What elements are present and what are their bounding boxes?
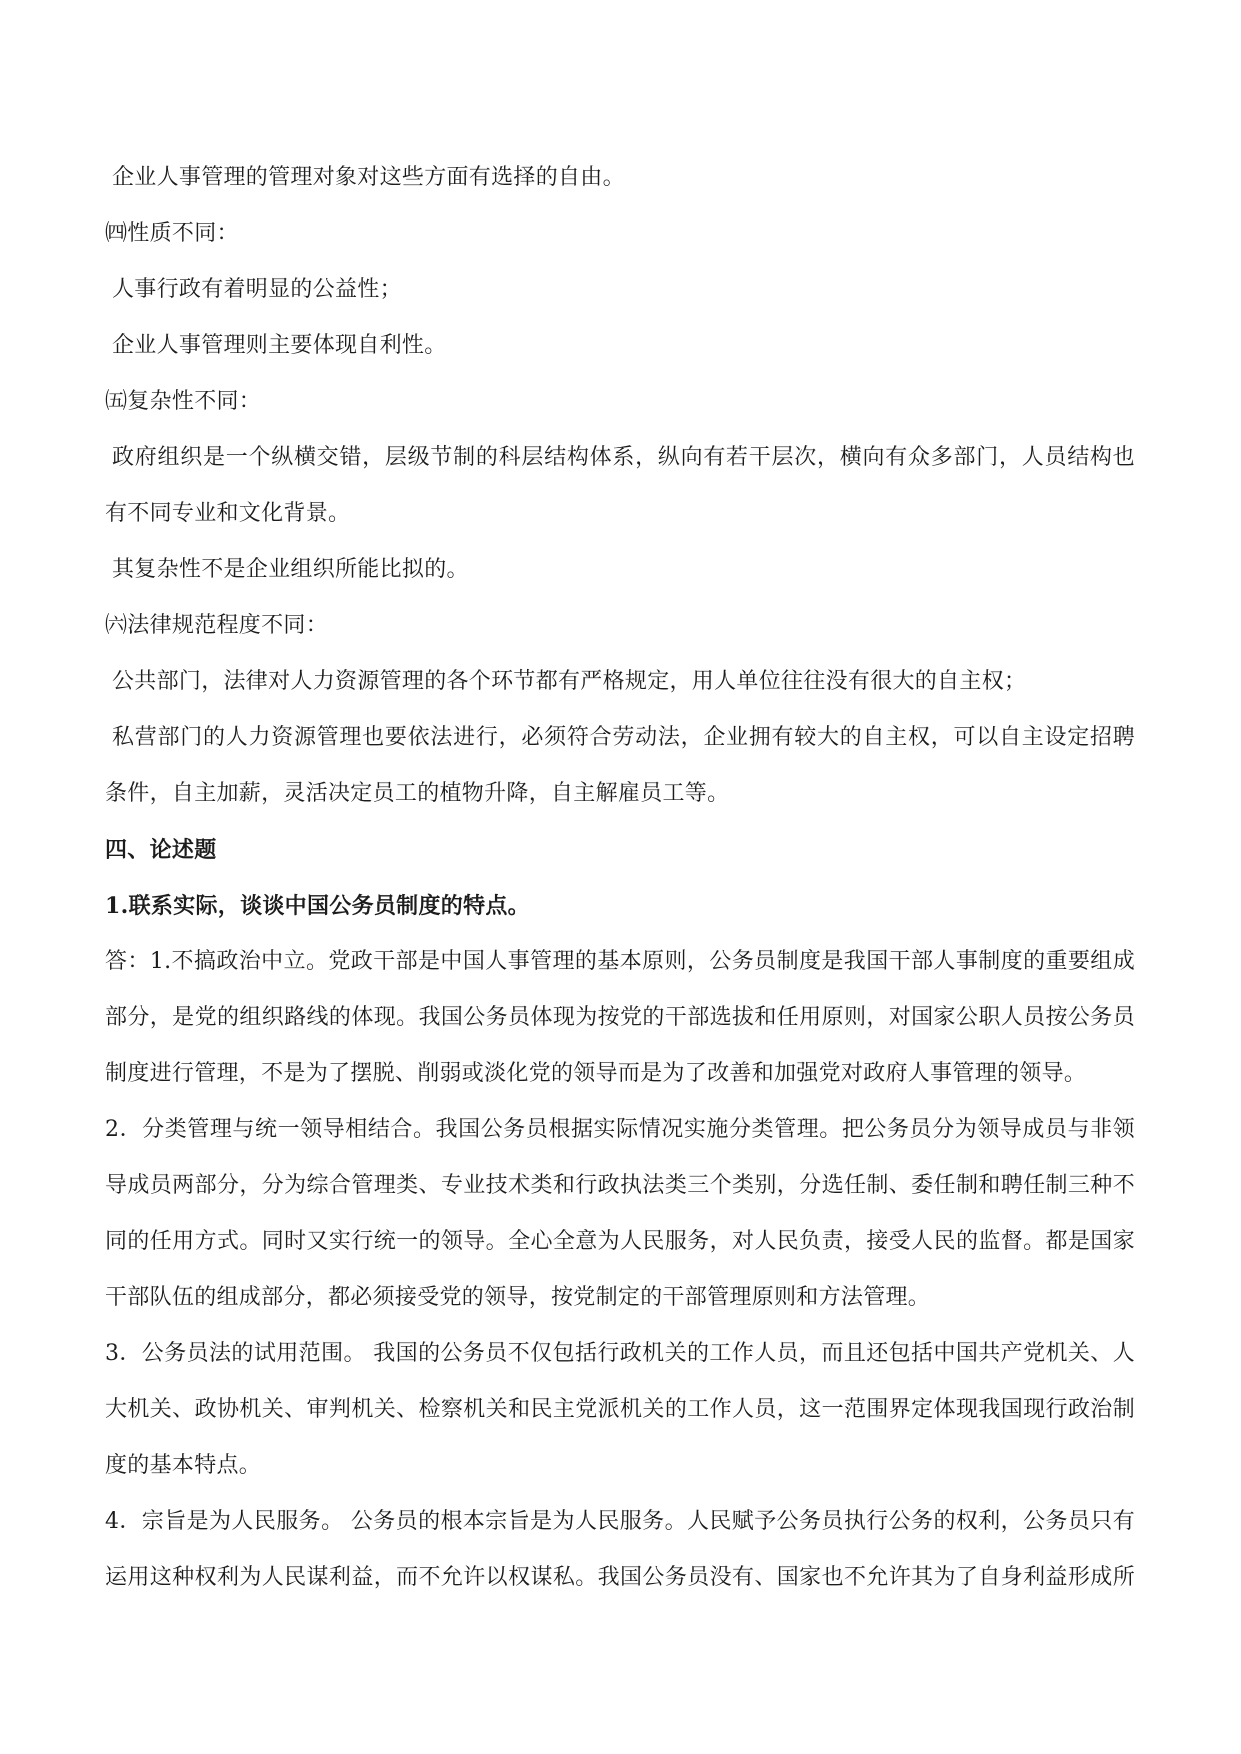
answer-line: 答：1.不搞政治中立。党政干部是中国人事管理的基本原则，公务员制度是我国干部人事制度的重要组成 (105, 949, 1135, 974)
answer-line: 干部队伍的组成部分，都必须接受党的领导，按党制定的干部管理原则和方法管理。 (105, 1285, 931, 1310)
subheading-line: ㈣性质不同： (105, 221, 239, 246)
text-line: 条件，自主加薪，灵活决定员工的植物升降，自主解雇员工等。 (105, 781, 730, 806)
answer-line: 运用这种权利为人民谋利益，而不允许以权谋私。我国公务员没有、国家也不允许其为了自身利益形成所 (105, 1565, 1135, 1590)
answer-line: 度的基本特点。 (105, 1453, 262, 1478)
answer-line: 4．宗旨是为人民服务。 公务员的根本宗旨是为人民服务。人民赋予公务员执行公务的权利，公务员只有 (105, 1509, 1135, 1534)
section-heading: 四、论述题 (105, 837, 217, 863)
text-line: 人事行政有着明显的公益性； (112, 277, 402, 302)
answer-line: 部分，是党的组织路线的体现。我国公务员体现为按党的干部选拔和任用原则，对国家公职人员按公务员 (105, 1005, 1135, 1030)
subheading-line: ㈥法律规范程度不同： (105, 613, 329, 638)
text-line: 有不同专业和文化背景。 (105, 501, 351, 526)
text-line: 公共部门，法律对人力资源管理的各个环节都有严格规定，用人单位往往没有很大的自主权； (112, 669, 1027, 694)
answer-line: 同的任用方式。同时又实行统一的领导。全心全意为人民服务，对人民负责，接受人民的监督。都是国家 (105, 1229, 1135, 1254)
answer-line: 大机关、政协机关、审判机关、检察机关和民主党派机关的工作人员，这一范围界定体现我国现行政治制 (105, 1397, 1135, 1422)
text-line: 企业人事管理的管理对象对这些方面有选择的自由。 (112, 165, 625, 190)
answer-line: 制度进行管理，不是为了摆脱、削弱或淡化党的领导而是为了改善和加强党对政府人事管理的领导。 (105, 1061, 1087, 1086)
text-body (105, 150, 1135, 1606)
text-line: 私营部门的人力资源管理也要依法进行，必须符合劳动法，企业拥有较大的自主权，可以自主设定招聘 (112, 725, 1135, 750)
question-title: 1.联系实际，谈谈中国公务员制度的特点。 (105, 893, 530, 919)
text-line: 其复杂性不是企业组织所能比拟的。 (112, 557, 469, 582)
answer-line: 2．分类管理与统一领导相结合。我国公务员根据实际情况实施分类管理。把公务员分为领导成员与非领 (105, 1117, 1135, 1142)
answer-line: 3．公务员法的试用范围。 我国的公务员不仅包括行政机关的工作人员，而且还包括中国共产党机关、人 (105, 1341, 1135, 1366)
answer-line: 导成员两部分，分为综合管理类、专业技术类和行政执法类三个类别，分选任制、委任制和聘任制三种不 (105, 1173, 1135, 1198)
text-line: 政府组织是一个纵横交错，层级节制的科层结构体系，纵向有若干层次，横向有众多部门，人员结构也 (112, 445, 1135, 470)
text-line: 企业人事管理则主要体现自利性。 (112, 333, 447, 358)
subheading-line: ㈤复杂性不同： (105, 389, 262, 414)
